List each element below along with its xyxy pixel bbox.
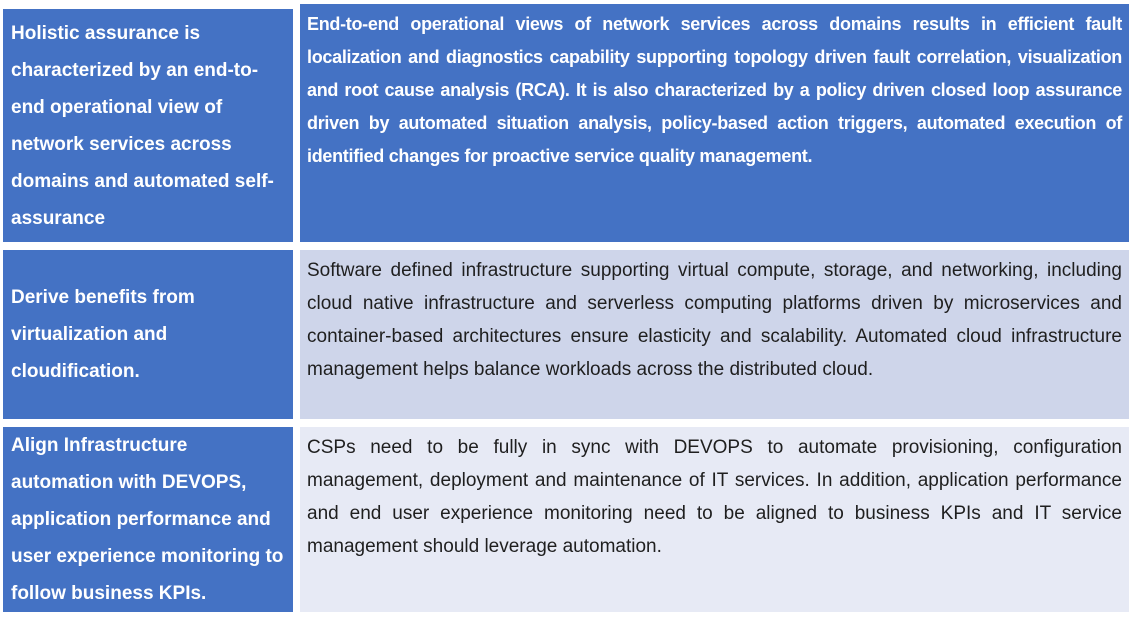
row-3-description-text: CSPs need to be fully in sync with DEVOPS to automate provisioning, configuration management, deployment and maintenance of IT services. In addition, application performance and end user experience monitoring need to be aligned to business KPIs and IT service management should leverage automation. — [307, 437, 1122, 557]
row-1-description-text: End-to-end operational views of network services across domains results in efficient fault localization and diagnostics capability supporting topology driven fault correlation, visualization and root cause analysis (RCA). It is also characterized by a policy driven closed loop assurance driven by automated situation analysis, policy-based action triggers, automated execution of identified changes for proactive service quality management. — [307, 14, 1122, 166]
row-3-label-text: Align Infrastructure automation with DEVOPS, application performance and user experience monitoring to follow business KPIs. — [11, 435, 284, 604]
table-row-2-description-cell — [300, 250, 1129, 419]
table-row-1-description-cell — [300, 4, 1129, 242]
row-2-description-text: Software defined infrastructure supporting virtual compute, storage, and networking, including cloud native infrastructure and serverless computing platforms driven by microservices and container-based architectures ensure elasticity and scalability. Automated cloud infrastructure management helps balance workloads across the distributed cloud. — [307, 260, 1122, 380]
row-2-label-text: Derive benefits from virtualization and cloudification. — [11, 287, 195, 382]
table-row-3-label-cell — [3, 427, 293, 612]
table-row-2-label-cell — [3, 250, 293, 419]
table-row-1-label-cell — [3, 9, 293, 242]
row-1-label-text: Holistic assurance is characterized by an end-to-end operational view of network services across domains and automated self-assurance — [11, 22, 274, 229]
table-row-3-description-cell — [300, 427, 1129, 612]
